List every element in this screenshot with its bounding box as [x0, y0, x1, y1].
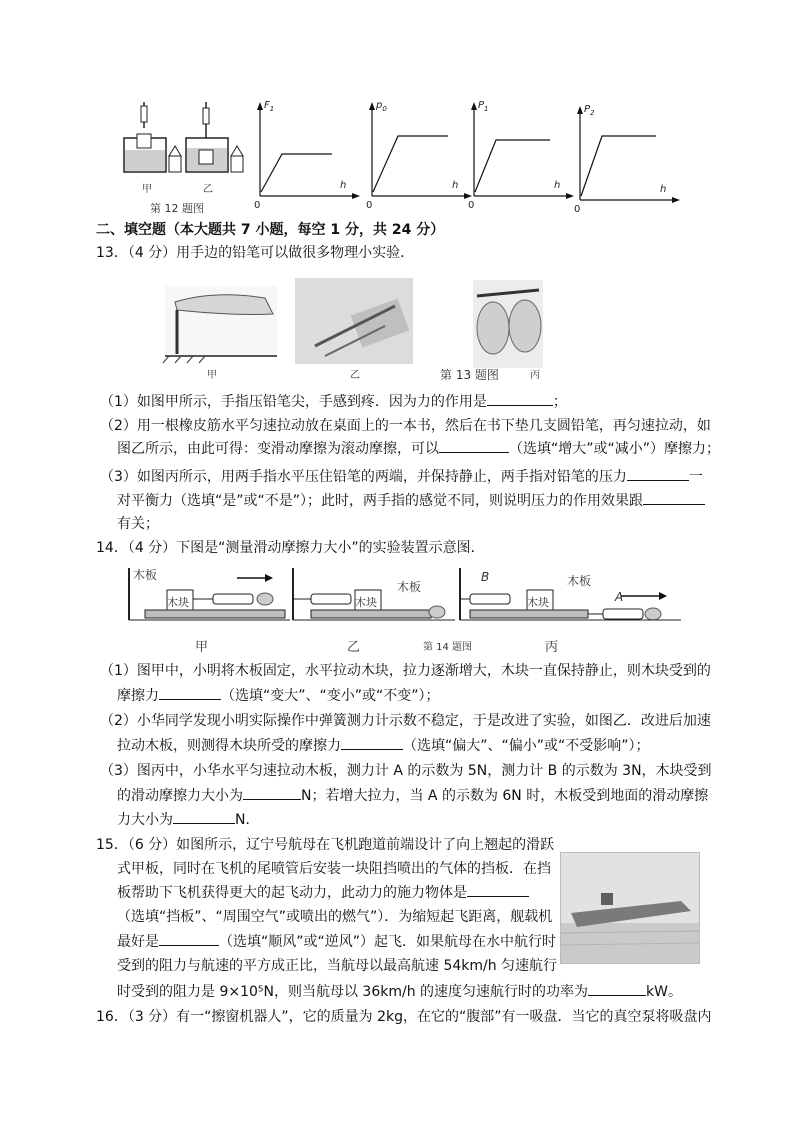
fig13-label-bing: 丙 — [530, 370, 540, 381]
q13-part3c: 有关； — [117, 516, 159, 532]
q14-part1b-text: 摩擦力 — [117, 688, 159, 704]
q14-blank-4[interactable] — [173, 809, 235, 824]
graph-2-origin: 0 — [366, 200, 373, 211]
fig14-board-label-3: 木板 — [567, 574, 592, 588]
q14-part2b-end: （选填“偏大”、“偏小”或“不受影响”）； — [403, 738, 650, 754]
graph-1-origin: 0 — [254, 200, 261, 211]
graph-3-xlabel: h — [554, 180, 561, 191]
q13-part3a-end: 一 — [688, 469, 703, 485]
q14-part3c-end: N． — [235, 812, 260, 828]
q14-part2b — [117, 735, 650, 758]
fig14 — [125, 564, 685, 655]
carrier-photo-drawing — [561, 853, 699, 963]
fig14-block-label-2: 木块 — [355, 596, 377, 609]
q15-line7 — [117, 981, 682, 1004]
graph-2-ylabel: $p_0$ — [376, 100, 387, 113]
q13-blank-1[interactable] — [487, 391, 553, 406]
fig13-caption: 第 13 题图 — [440, 368, 499, 382]
graph-4-origin: 0 — [574, 204, 581, 215]
q13-part1-end: ； — [552, 394, 567, 410]
q16-line1: 16．（3 分）有一“擦窗机器人”，它的质量为 2kg，在它的“腹部”有一吸盘．当它的真空泵将吸盘内 — [96, 1009, 712, 1025]
graph-1-xlabel: h — [340, 180, 347, 191]
fig14-label-B: B — [481, 570, 490, 584]
fig12-graph-3 — [466, 100, 576, 212]
fig14-drawing — [125, 564, 685, 634]
q13-part3b — [117, 490, 705, 513]
fig14-block-label-3: 木块 — [527, 596, 549, 609]
q15-line3-text: 板帮助下飞机获得更大的起飞动力，此动力的施力物体是 — [117, 885, 467, 901]
q14-part3c — [117, 809, 259, 832]
q15-line2: 式甲板，同时在飞机的尾喷管后安装一块阻挡喷出的气体的挡板．在挡 — [117, 861, 551, 877]
q13-part2a: （2）用一根橡皮筋水平匀速拉动放在桌面上的一本书，然后在书下垫几支圆铅笔，再匀速拉动，如 — [100, 418, 711, 434]
q14-stem: 14．（4 分）下图是“测量滑动摩擦力大小”的实验装置示意图． — [96, 540, 485, 556]
fig14-label-A: A — [615, 590, 624, 604]
q14-part3b — [117, 785, 708, 808]
fig12-graph-4 — [572, 104, 682, 216]
fig13-label-jia: 甲 — [207, 370, 217, 381]
fig12-apparatus — [118, 98, 248, 188]
q14-part1a: （1）图甲中，小明将木板固定，水平拉动木块，拉力逐渐增大，木块一直保持静止，则木块受到的 — [100, 663, 711, 679]
q13-blank-3[interactable] — [627, 466, 689, 481]
q15-line3 — [117, 882, 529, 905]
q15-line5-end: （选填“顺风”或“逆风”）起飞．如果航母在水中航行时 — [219, 934, 557, 950]
q13-part2b-end: （选填“增大”或“减小”）摩擦力； — [509, 441, 721, 457]
graph-4-ylabel: $P_2$ — [584, 104, 595, 117]
fig13-drawing — [155, 276, 545, 378]
q15-line7-end: kW。 — [646, 984, 682, 1000]
q14-part1b-end: （选填“变大”、“变小”或“不变”）； — [221, 688, 440, 704]
fig14-board-label-2: 木板 — [397, 580, 422, 594]
carrier-photo — [560, 852, 700, 964]
q14-part3b-text: 的滑动摩擦力大小为 — [117, 788, 243, 804]
q14-part3b-end: N；若增大拉力，当 A 的示数为 6N 时，木板受到地面的滑动摩擦 — [301, 788, 709, 804]
q13-part2b-text: 图乙所示，由此可得：变滑动摩擦为滚动摩擦，可以 — [117, 441, 439, 457]
graph-2-xlabel: h — [452, 180, 459, 191]
fig14-label-jia: 甲 — [195, 640, 209, 655]
fig14-label-yi: 乙 — [347, 640, 361, 655]
q13-part2b — [117, 438, 720, 461]
q13-part3b-text: 对平衡力（选填“是”或“不是”）；此时，两手指的感觉不同，则说明压力的作用效果跟 — [117, 493, 644, 509]
q15-line5-text: 最好是 — [117, 934, 159, 950]
q14-blank-3[interactable] — [243, 785, 301, 800]
q15-blank-3[interactable] — [588, 981, 646, 996]
q15-blank-2[interactable] — [159, 931, 219, 946]
q15-line1: 15．（6 分）如图所示，辽宁号航母在飞机跑道前端设计了向上翘起的滑跃 — [96, 837, 555, 853]
fig14-board-label-1: 木板 — [133, 568, 158, 582]
fig14-block-label-1: 木块 — [167, 596, 189, 609]
graph-3-ylabel: $P_1$ — [478, 100, 489, 113]
q13-blank-4[interactable] — [643, 490, 705, 505]
fig12-apparatus-drawing — [118, 98, 248, 188]
q14-part2b-text: 拉动木板，则测得木块所受的摩擦力 — [117, 738, 341, 754]
q14-blank-1[interactable] — [159, 685, 221, 700]
q14-part3a: （3）图丙中，小华水平匀速拉动木板，测力计 A 的示数为 5N，测力计 B 的示数为 3N，木块受到 — [100, 763, 712, 779]
fig12-label-jia: 甲 — [142, 184, 152, 195]
q15-line6: 受到的阻力与航速的平方成正比，当航母以最高航速 54km/h 匀速航行 — [117, 958, 558, 974]
q13-part1-text: （1）如图甲所示，手指压铅笔尖，手感到疼．因为力的作用是 — [100, 394, 487, 410]
q13-stem: 13．（4 分）用手边的铅笔可以做很多物理小实验． — [96, 245, 415, 261]
q13-part3a-text: （3）如图丙所示，用两手指水平压住铅笔的两端，并保持静止，两手指对铅笔的压力 — [100, 469, 627, 485]
q15-line7-text: 时受到的阻力是 9×10⁵N，则当航母以 36km/h 的速度匀速航行时的功率为 — [117, 984, 589, 1000]
q14-part2a: （2）小华同学发现小明实际操作中弹簧测力计示数不稳定，于是改进了实验，如图乙．改进后加速 — [100, 713, 711, 729]
fig13-label-yi: 乙 — [350, 370, 360, 381]
q14-blank-2[interactable] — [341, 735, 403, 750]
graph-3-origin: 0 — [468, 200, 475, 211]
fig13 — [155, 276, 545, 382]
q14-part1b — [117, 685, 440, 708]
q14-part3c-text: 力大小为 — [117, 812, 173, 828]
q15-blank-1[interactable] — [467, 882, 529, 897]
q13-part1 — [100, 391, 567, 414]
q13-part3a — [100, 466, 703, 489]
fig12-graph-1 — [252, 100, 362, 212]
fig12-label-yi: 乙 — [203, 184, 213, 195]
section-title: 二、填空题（本大题共 7 小题，每空 1 分，共 24 分） — [96, 222, 445, 238]
fig12-graph-2 — [364, 100, 474, 212]
q15-line5 — [117, 931, 556, 954]
fig14-caption: 第 14 题图 — [423, 642, 473, 653]
fig12-caption: 第 12 题图 — [150, 202, 204, 215]
graph-1-ylabel: $F_1$ — [264, 100, 275, 113]
q15-line4: （选填“挡板”、“周围空气”或喷出的燃气”）．为缩短起飞距离，舰载机 — [117, 909, 553, 925]
graph-4-xlabel: h — [660, 184, 667, 195]
q13-blank-2[interactable] — [439, 438, 509, 453]
fig14-label-bing: 丙 — [545, 640, 559, 655]
